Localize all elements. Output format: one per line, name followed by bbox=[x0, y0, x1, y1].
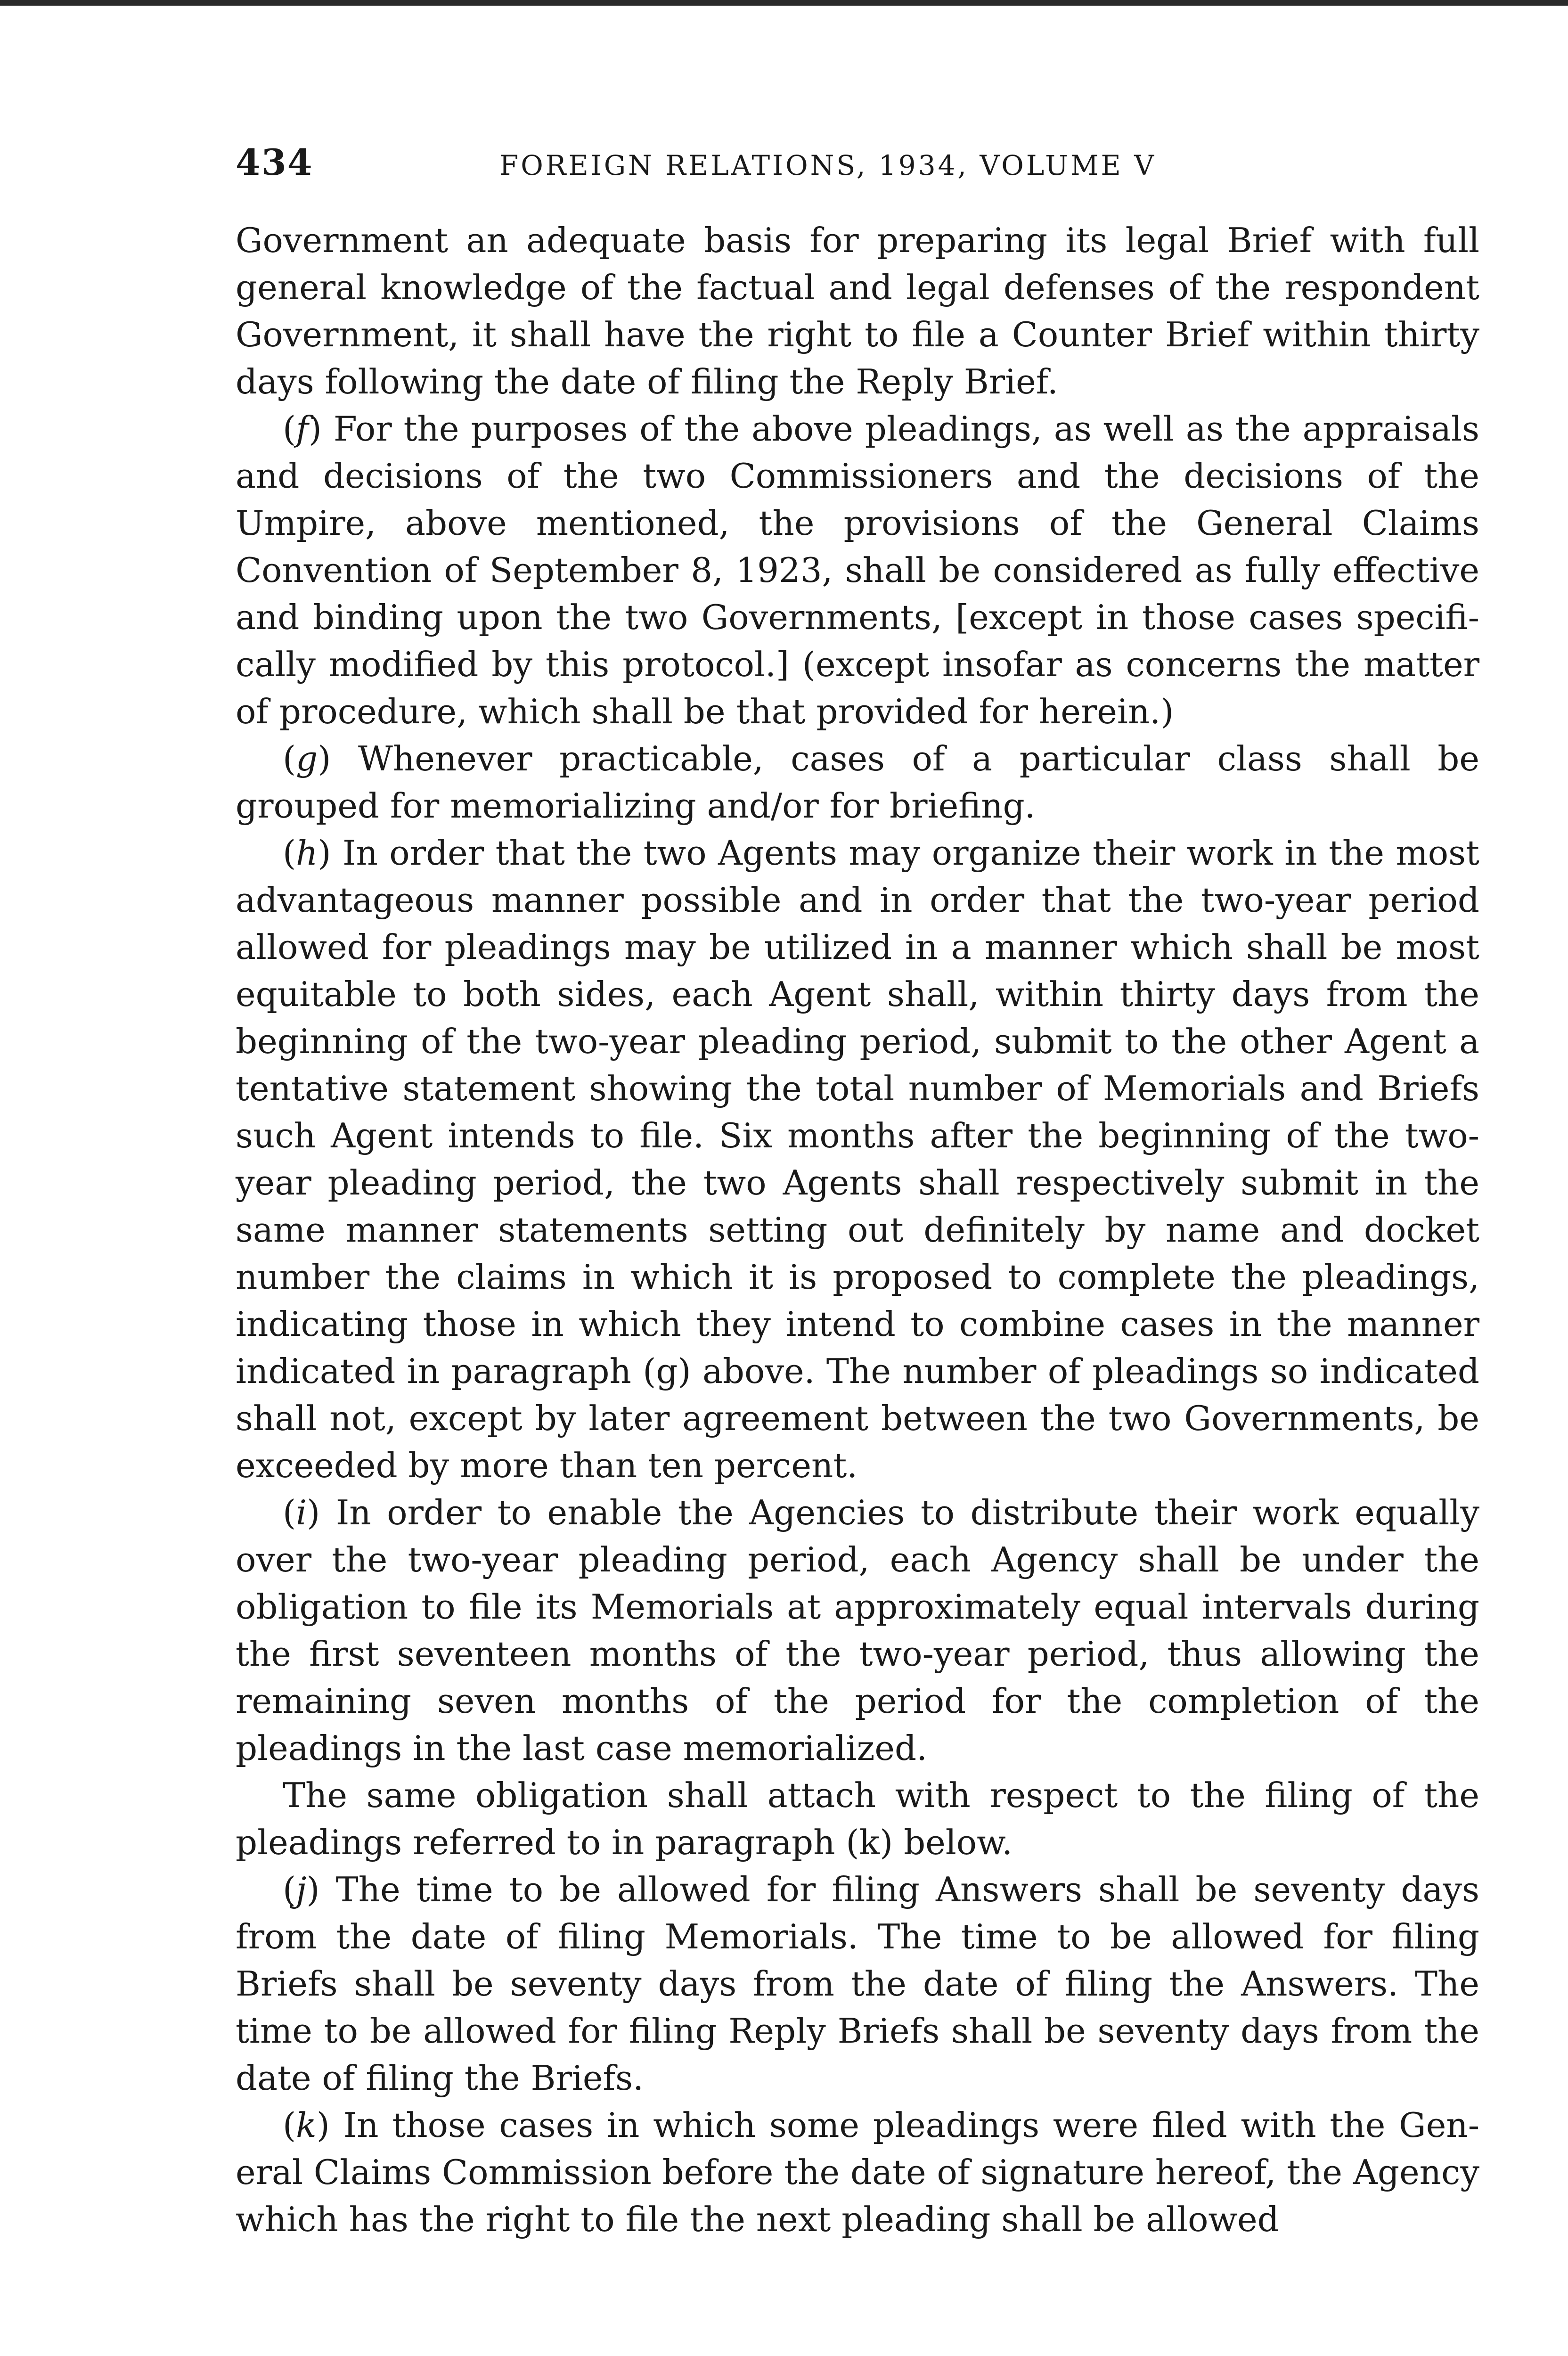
paragraph-label: k bbox=[296, 2105, 317, 2145]
paragraph-label: h bbox=[296, 833, 318, 873]
paragraph-text: The time to be allowed for filing Answers shall be seventy days from the date of filing Memorials. The time to be allowed for filing Briefs shall be seventy days from the date of filing the Answers. The time to be allowed for filing Reply Briefs shall be seventy days from the date of filing the Briefs. bbox=[236, 1870, 1479, 2098]
top-rule bbox=[0, 0, 1568, 6]
paragraph-label: f bbox=[296, 409, 309, 449]
paragraph-j: (j) The time to be allowed for filing Answers shall be seventy days from the date of filing Memorials. The time to be allowed for filing Briefs shall be seventy days from the date of filing the Answers. The time to be allowed for filing Reply Briefs shall be seventy days from the date of filing the Briefs. bbox=[236, 1870, 1479, 2098]
paragraph-i: (i) In order to enable the Agencies to distribute their work equally over the two-year pleading period, each Agency shall be under the obligation to file its Memorials at approximately equal intervals during the first seventeen months of the two-year period, thus allowing the remaining seven months of the period for the completion of the pleadings in the last case memorialized. bbox=[236, 1493, 1479, 1768]
body-text bbox=[236, 217, 1479, 2243]
paragraph-k: (k) In those cases in which some pleadings were filed with the General Claims Commission before the date of signature hereof, the Agency which has the right to file the next pleading shall be allowed bbox=[236, 2105, 1480, 2239]
document-page bbox=[236, 141, 1479, 2243]
running-head-title: FOREIGN RELATIONS, 1934, VOLUME V bbox=[499, 149, 1157, 181]
paragraph-text: The same obligation shall attach with respect to the filing of the pleadings referred to in paragraph (k) below. bbox=[236, 1775, 1479, 1862]
paragraph-g: (g) Whenever practicable, cases of a particular class shall be grouped for memorializing and/or for briefing. bbox=[236, 739, 1479, 826]
paragraph-text: For the purposes of the above pleadings, as well as the appraisals and decisions of the two Commissioners and the decisions of the Umpire, above mentioned, the provisions of the General Claims Convention of September 8, 1923, shall be considered as fully effective and binding upon the two Governments, [except in those cases specifically modified by this protocol.] (except insofar as concerns the matter of procedure, which shall be that provided for herein.) bbox=[236, 409, 1480, 731]
paragraph-text: Government an adequate basis for preparing its legal Brief with full general knowledge of the factual and legal defenses of the respondent Government, it shall have the right to file a Counter Brief within thirty days following the date of filing the Reply Brief. bbox=[236, 221, 1479, 401]
page-number: 434 bbox=[236, 141, 313, 183]
paragraph-f: (f) For the purposes of the above pleadings, as well as the appraisals and decisions of the two Commissioners and the decisions of the Umpire, above mentioned, the provisions of the General Claims Convention of September 8, 1923, shall be considered as fully effective and binding upon the two Governments, [except in those cases specifically modified by this protocol.] (except insofar as concerns the matter of procedure, which shall be that provided for herein.) bbox=[236, 409, 1480, 731]
paragraph-text: In order to enable the Agencies to distribute their work equally over the two-year pleading period, each Agency shall be under the obligation to file its Memorials at approximately equal intervals during the first seventeen months of the two-year period, thus allowing the remaining seven months of the period for the completion of the pleadings in the last case memorialized. bbox=[236, 1493, 1479, 1768]
paragraph-text: In order that the two Agents may organize their work in the most advantageous manner possible and in order that the two-year period allowed for pleadings may be utilized in a manner which shall be most equitable to both sides, each Agent shall, within thirty days from the beginning of the two-year pleading period, submit to the other Agent a tentative statement showing the total number of Memorials and Briefs such Agent intends to file. Six months after the beginning of the two-year pleading period, the two Agents shall respectively submit in the same manner statements setting out definitely by name and docket number the claims in which it is proposed to complete the pleadings, indicating those in which they intend to combine cases in the manner indicated in paragraph (g) above. The number of pleadings so indicated shall not, except by later agreement between the two Governments, be exceeded by more than ten percent. bbox=[236, 833, 1479, 1485]
paragraph-label: g bbox=[296, 739, 318, 778]
paragraph-text: Whenever practicable, cases of a particular class shall be grouped for memorializing and/or for briefing. bbox=[236, 739, 1479, 826]
running-head bbox=[236, 141, 1479, 198]
paragraph-label: i bbox=[296, 1493, 307, 1532]
paragraph-h: (h) In order that the two Agents may organize their work in the most advantageous manner possible and in order that the two-year period allowed for pleadings may be utilized in a manner which shall be most equitable to both sides, each Agent shall, within thirty days from the beginning of the two-year pleading period, submit to the other Agent a tentative statement showing the total number of Memorials and Briefs such Agent intends to file. Six months after the beginning of the two-year pleading period, the two Agents shall respectively submit in the same manner statements setting out definitely by name and docket number the claims in which it is proposed to complete the pleadings, indicating those in which they intend to combine cases in the manner indicated in paragraph (g) above. The number of pleadings so indicated shall not, except by later agreement between the two Governments, be exceeded by more than ten percent. bbox=[236, 833, 1479, 1485]
paragraph-continuation bbox=[236, 217, 1479, 405]
paragraph-text: In those cases in which some pleadings were filed with the General Claims Commission before the date of signature hereof, the Agency which has the right to file the next pleading shall be allowed bbox=[236, 2105, 1480, 2239]
paragraph-label: j bbox=[296, 1870, 307, 1909]
paragraph-i-continued bbox=[236, 1772, 1479, 1866]
